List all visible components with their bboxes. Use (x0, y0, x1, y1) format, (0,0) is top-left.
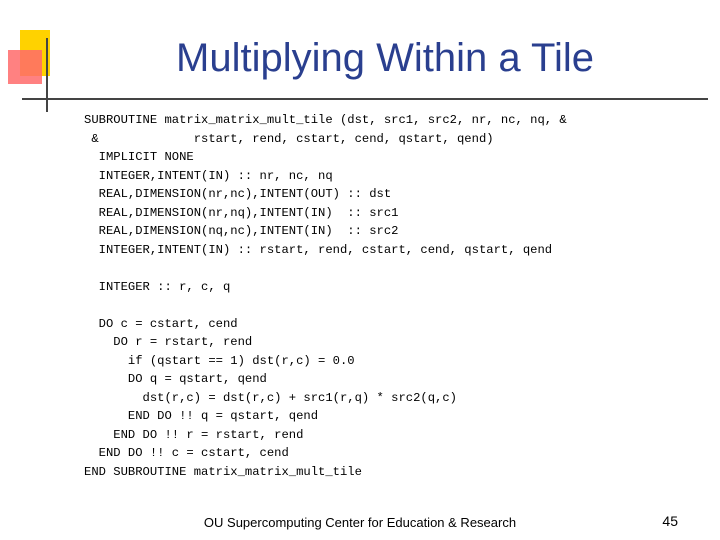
code-line: DO q = qstart, qend (84, 372, 267, 386)
slide-footer: OU Supercomputing Center for Education & Research (203, 515, 517, 530)
code-line: END SUBROUTINE matrix_matrix_mult_tile (84, 464, 362, 479)
code-line: END DO !! c = cstart, cend (84, 446, 289, 460)
code-line: INTEGER,INTENT(IN) :: nr, nc, nq (84, 168, 333, 183)
code-line: DO r = rstart, rend (84, 335, 253, 349)
slide-title: Multiplying Within a Tile (176, 36, 594, 80)
code-line: REAL,DIMENSION(nq,nc),INTENT(IN) :: src2 (84, 224, 399, 238)
code-line: REAL,DIMENSION(nr,nq),INTENT(IN) :: src1 (84, 205, 399, 220)
code-line: if (qstart == 1) dst(r,c) = 0.0 (84, 353, 355, 368)
page-number: 45 (662, 513, 678, 529)
code-line (84, 296, 567, 315)
code-line: IMPLICIT NONE (84, 150, 194, 164)
code-line: dst(r,c) = dst(r,c) + src1(r,q) * src2(q,c) (84, 390, 457, 405)
code-line: REAL,DIMENSION(nr,nc),INTENT(OUT) :: dst (84, 187, 392, 201)
code-line: & rstart, rend, cstart, cend, qstart, qend) (84, 131, 494, 146)
title-underline-rule (22, 98, 708, 100)
code-line: END DO !! r = rstart, rend (84, 427, 304, 442)
code-line: DO c = cstart, cend (84, 316, 238, 331)
code-line (84, 259, 567, 278)
code-line: SUBROUTINE matrix_matrix_mult_tile (dst, src1, src2, nr, nc, nq, & (84, 113, 567, 127)
code-line: INTEGER,INTENT(IN) :: rstart, rend, cstart, cend, qstart, qend (84, 242, 553, 257)
code-line: END DO !! q = qstart, qend (84, 409, 319, 423)
code-line: INTEGER :: r, c, q (84, 279, 231, 294)
code-block (84, 111, 567, 481)
